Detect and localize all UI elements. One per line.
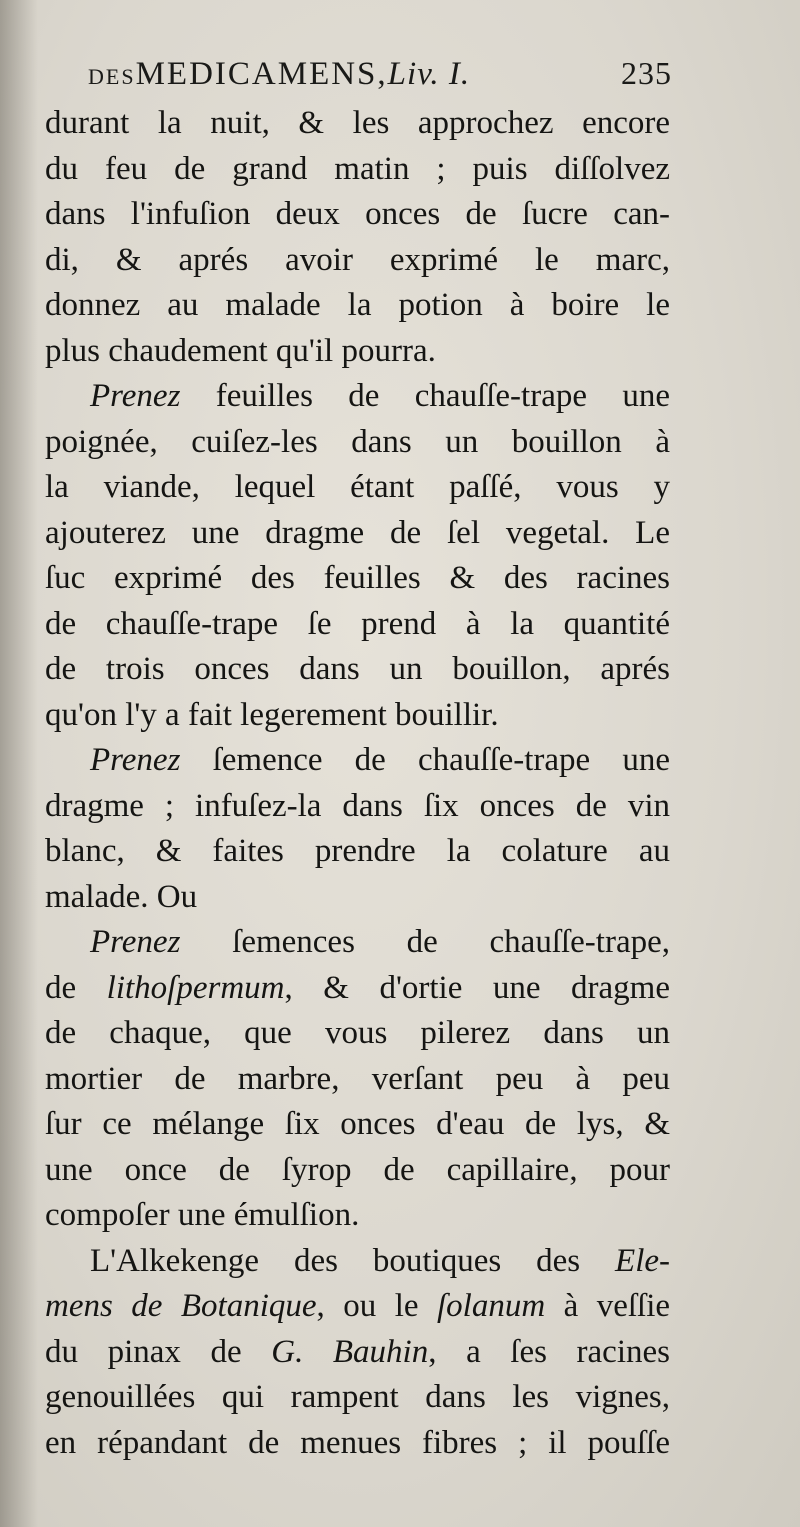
text-line: du feu de grand matin ; puis diſſolvez — [45, 150, 670, 187]
running-head-liv: Liv. I. — [387, 56, 471, 92]
page-number: 235 — [621, 55, 672, 91]
text-line: qu'on l'y a fait legerement bouillir. — [45, 696, 499, 733]
text-line: dans l'infuſion deux onces de ſucre can- — [45, 196, 670, 232]
text-line — [45, 738, 670, 784]
text-line: une once de ſyrop de capillaire, pour — [45, 1151, 670, 1188]
text-line: di, & aprés avoir exprimé le marc, — [45, 241, 670, 278]
text-line: plus chaudement qu'il pourra. — [45, 332, 436, 369]
text-line: ſuc exprimé des feuilles & des racines — [45, 560, 670, 596]
text-line: en répandant de menues fibres ; il pouſſe — [45, 1424, 670, 1461]
text-fragment: ſemence de chauſſe-trape une — [212, 742, 670, 778]
text-line: la viande, lequel étant paſſé, vous y — [45, 469, 670, 505]
text-line: de chaque, que vous pilerez dans un — [45, 1015, 670, 1051]
text-line: compoſer une émulſion. — [45, 1197, 360, 1233]
text-fragment: L'Alkekenge des boutiques des — [90, 1242, 581, 1279]
text-line: blanc, & faites prendre la colature au — [45, 833, 670, 869]
spine-shadow — [0, 0, 38, 1527]
text-line — [45, 966, 670, 1012]
text-fragment: feuilles de chauſſe-trape une — [215, 378, 670, 414]
text-fragment: ſemences de chauſſe-trape, — [232, 924, 670, 960]
text-line: donnez au malade la potion à boire le — [45, 287, 670, 323]
text-line: ſur ce mélange ſix onces d'eau de lys, & — [45, 1106, 670, 1142]
italic-solanum: ſolanum — [436, 1288, 546, 1324]
text-fragment: , ou le — [316, 1288, 419, 1324]
text-line — [45, 1330, 670, 1376]
italic-elemens: Ele- — [615, 1242, 670, 1279]
text-line: de chauſſe-trape ſe prend à la quantité — [45, 605, 670, 642]
italic-prenez: Prenez — [90, 742, 181, 778]
running-head — [88, 55, 672, 101]
running-head-prefix: DES — [88, 64, 136, 89]
text-line: mortier de marbre, verſant peu à peu — [45, 1060, 670, 1097]
italic-lithospermum: lithoſpermum — [106, 969, 285, 1006]
text-line — [45, 1284, 670, 1330]
text-fragment: à veſſie — [563, 1288, 670, 1324]
text-line — [45, 920, 670, 966]
running-head-main: MEDICAMENS — [135, 56, 378, 92]
text-line — [45, 1239, 670, 1285]
text-fragment: , a ſes racines — [428, 1333, 670, 1370]
text-line — [45, 374, 670, 420]
text-line: de trois onces dans un bouillon, aprés — [45, 651, 670, 687]
italic-botanique: mens de Botanique — [45, 1288, 317, 1324]
running-head-title — [88, 56, 470, 93]
text-line: ajouterez une dragme de ſel vegetal. Le — [45, 514, 670, 551]
running-head-sep: , — [377, 56, 388, 92]
text-line: dragme ; infuſez-la dans ſix onces de vin — [45, 787, 670, 824]
text-line: malade. Ou — [45, 878, 198, 915]
text-line: poignée, cuiſez-les dans un bouillon à — [45, 423, 670, 460]
italic-prenez: Prenez — [90, 924, 181, 960]
body-text — [45, 101, 670, 1466]
italic-bauhin: G. Bauhin — [271, 1333, 429, 1370]
italic-prenez: Prenez — [90, 378, 181, 414]
text-fragment: de — [45, 969, 77, 1006]
text-line: durant la nuit, & les approchez encore — [45, 105, 670, 141]
text-fragment: , & d'ortie une dragme — [284, 969, 670, 1006]
text-line: genouillées qui rampent dans les vignes, — [45, 1379, 670, 1415]
text-fragment: du pinax de — [45, 1333, 242, 1370]
